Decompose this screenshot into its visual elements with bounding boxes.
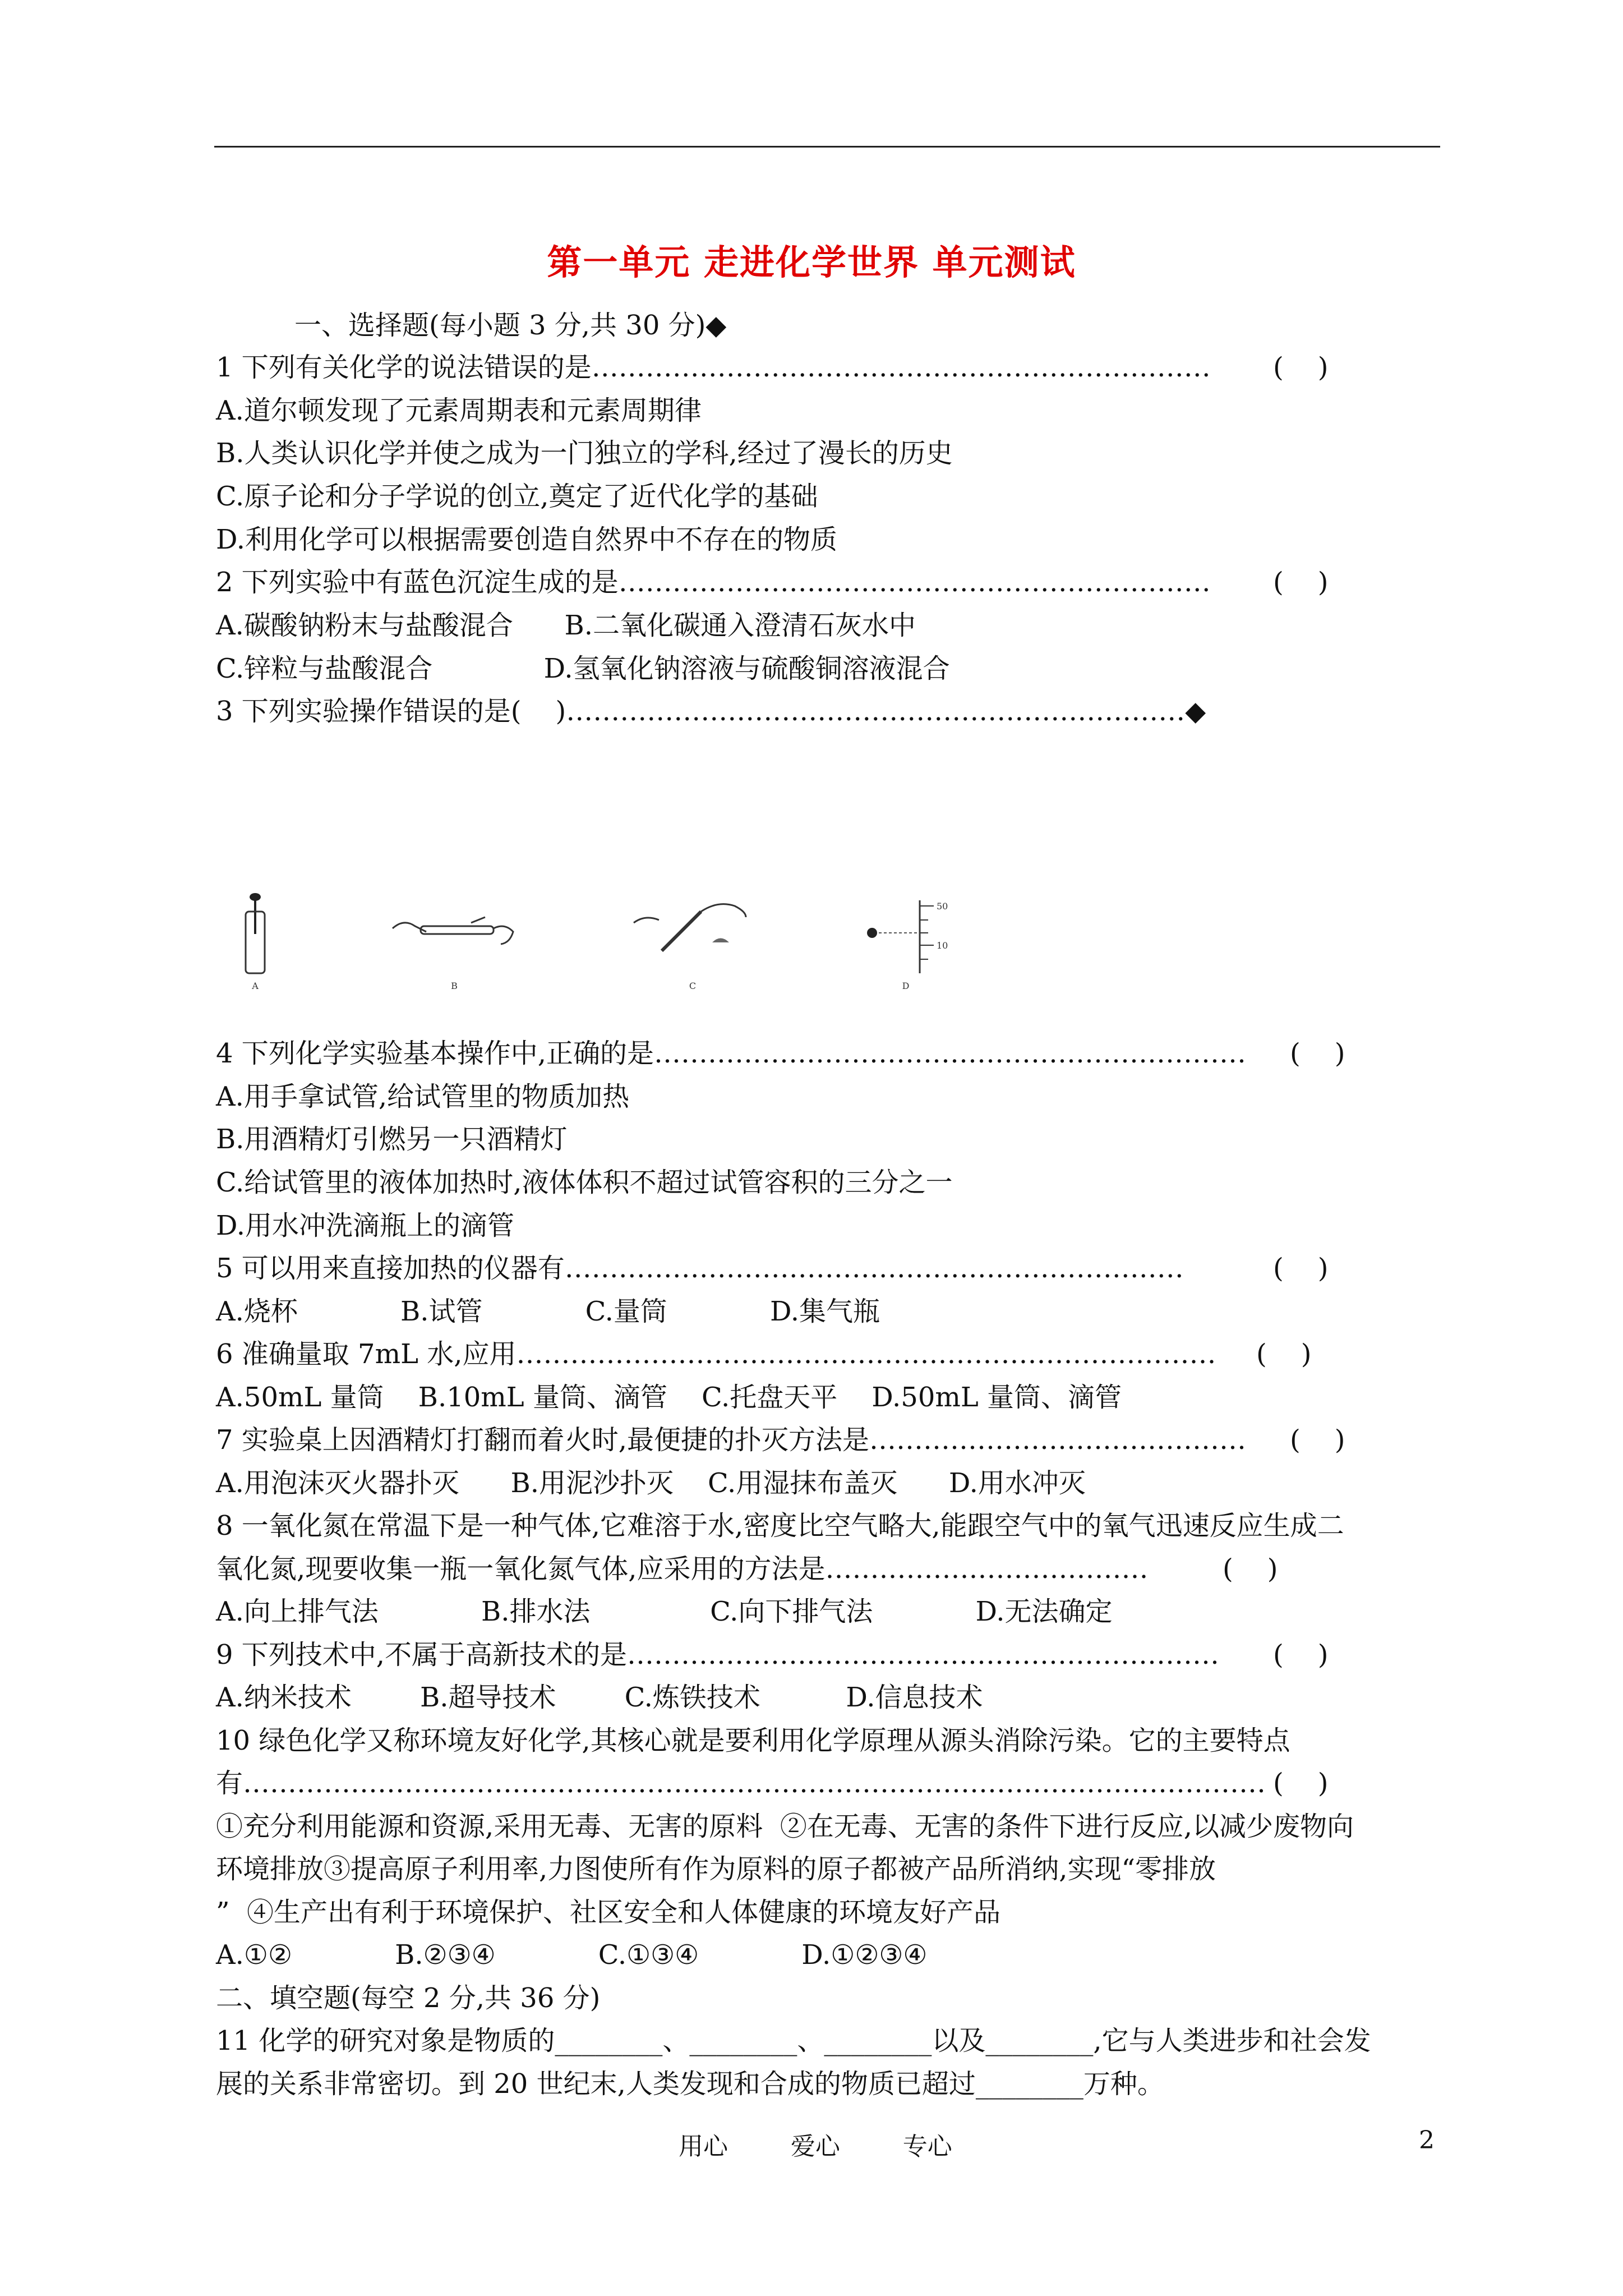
question-10-stem-line-1: 10 绿色化学又称环境友好化学,其核心就是要利用化学原理从源头消除污染。它的主要特点 [216,1725,1290,1756]
question-2-options-cd: C.锌粒与盐酸混合 D.氢氧化钠溶液与硫酸铜溶液混合 [216,653,950,684]
question-10-item-line-1: ①充分利用能源和资源,采用无毒、无害的原料 ②在无毒、无害的条件下进行反应,以减少废物向 [216,1811,1354,1842]
question-1-option-b: B.人类认识化学并使之成为一门独立的学科,经过了漫长的历史 [216,438,953,469]
question-5-answer-blank: ( ) [1273,1253,1329,1284]
question-1-answer-blank: ( ) [1273,352,1329,383]
footer-slogan: 用心 爱心 专心 [679,2132,952,2161]
question-8-options: A.向上排气法 B.排水法 C.向下排气法 D.无法确定 [216,1596,1113,1627]
question-4-answer-blank: ( ) [1290,1038,1345,1069]
question-1-stem: 1 下列有关化学的说法错误的是…………………………………………………………… [216,352,1211,383]
question-8-answer-blank: ( ) [1223,1553,1278,1585]
question-1-option-d: D.利用化学可以根据需要创造自然界中不存在的物质 [216,524,838,555]
figure-d-label: D [902,981,910,990]
section-2-heading: 二、填空题(每空 2 分,共 36 分) [216,1982,601,2014]
question-2-answer-blank: ( ) [1273,567,1329,598]
question-4-stem: 4 下列化学实验基本操作中,正确的是………………………………………………………… [216,1038,1247,1069]
figure-c-label: C [689,981,697,990]
question-4-option-d: D.用水冲洗滴瓶上的滴管 [216,1210,515,1241]
question-7-options: A.用泡沫灭火器扑灭 B.用泥沙扑灭 C.用湿抹布盖灭 D.用水冲灭 [216,1467,1086,1499]
question-5-stem: 5 可以用来直接加热的仪器有…………………………………………………………… [216,1253,1184,1284]
question-9-answer-blank: ( ) [1273,1639,1329,1671]
question-6-stem: 6 准确量取 7mL 水,应用…………………………………………………………………… [216,1338,1216,1370]
figure-b-hands-holding-tube [387,889,522,990]
header-rule [214,146,1440,148]
question-9-stem: 9 下列技术中,不属于高新技术的是………………………………………………………… [216,1639,1220,1671]
question-4-option-c: C.给试管里的液体加热时,液体体积不超过试管容积的三分之一 [216,1167,953,1198]
question-2-options-ab: A.碳酸钠粉末与盐酸混合 B.二氧化碳通入澄清石灰水中 [216,610,916,641]
question-8-stem-line-2: 氧化氮,现要收集一瓶一氧化氮气体,应采用的方法是……………………………… [216,1553,1149,1585]
figure-b-label: B [451,981,458,990]
page-number: 2 [1419,2126,1435,2155]
page-title: 第一单元 走进化学世界 单元测试 [547,242,1076,283]
figure-a-label: A [252,981,259,990]
section-1-heading: 一、选择题(每小题 3 分,共 30 分)◆ [294,310,727,341]
question-11-line-2: 展的关系非常密切。到 20 世纪末,人类发现和合成的物质已超过________万种。 [216,2068,1164,2100]
figure-a-dropper-test-tube [236,889,275,990]
question-4-option-b: B.用酒精灯引燃另一只酒精灯 [216,1124,568,1155]
question-6-options: A.50mL 量筒 B.10mL 量筒、滴管 C.托盘天平 D.50mL 量筒、滴管 [216,1382,1122,1413]
question-3-stem: 3 下列实验操作错误的是( )……………………………………………………………◆ [216,696,1206,727]
figure-c-pouring-reagent [628,889,757,990]
question-10-stem-line-2: 有…………………………………………………………………………………………………… [216,1768,1266,1799]
figure-d-reading-cylinder [861,889,967,990]
figure-d-scale-top: 50 [937,901,948,912]
figure-d-scale-mid: 10 [937,940,948,951]
question-10-answer-blank: ( ) [1273,1768,1329,1799]
question-2-stem: 2 下列实验中有蓝色沉淀生成的是………………………………………………………… [216,567,1211,598]
question-1-option-c: C.原子论和分子学说的创立,奠定了近代化学的基础 [216,481,818,512]
question-10-item-line-3: ” ④生产出有利于环境保护、社区安全和人体健康的环境友好产品 [216,1897,1001,1928]
question-11-line-1: 11 化学的研究对象是物质的________、________、________以及________,它与人类进步和社会发 [216,2025,1371,2056]
question-7-stem: 7 实验桌上因酒精灯打翻而着火时,最便捷的扑灭方法是…………………………………… [216,1424,1247,1456]
question-10-options: A.①② B.②③④ C.①③④ D.①②③④ [216,1939,928,1971]
question-6-answer-blank: ( ) [1256,1338,1312,1370]
question-8-stem-line-1: 8 一氧化氮在常温下是一种气体,它难溶于水,密度比空气略大,能跟空气中的氧气迅速反应生成二 [216,1510,1344,1542]
question-7-answer-blank: ( ) [1290,1424,1345,1456]
question-9-options: A.纳米技术 B.超导技术 C.炼铁技术 D.信息技术 [216,1682,983,1713]
question-4-option-a: A.用手拿试管,给试管里的物质加热 [216,1081,630,1112]
question-5-options: A.烧杯 B.试管 C.量筒 D.集气瓶 [216,1296,880,1327]
question-10-item-line-2: 环境排放③提高原子利用率,力图使所有作为原料的原子都被产品所消纳,实现“零排放 [216,1853,1216,1885]
question-1-option-a: A.道尔顿发现了元素周期表和元素周期律 [216,395,702,426]
